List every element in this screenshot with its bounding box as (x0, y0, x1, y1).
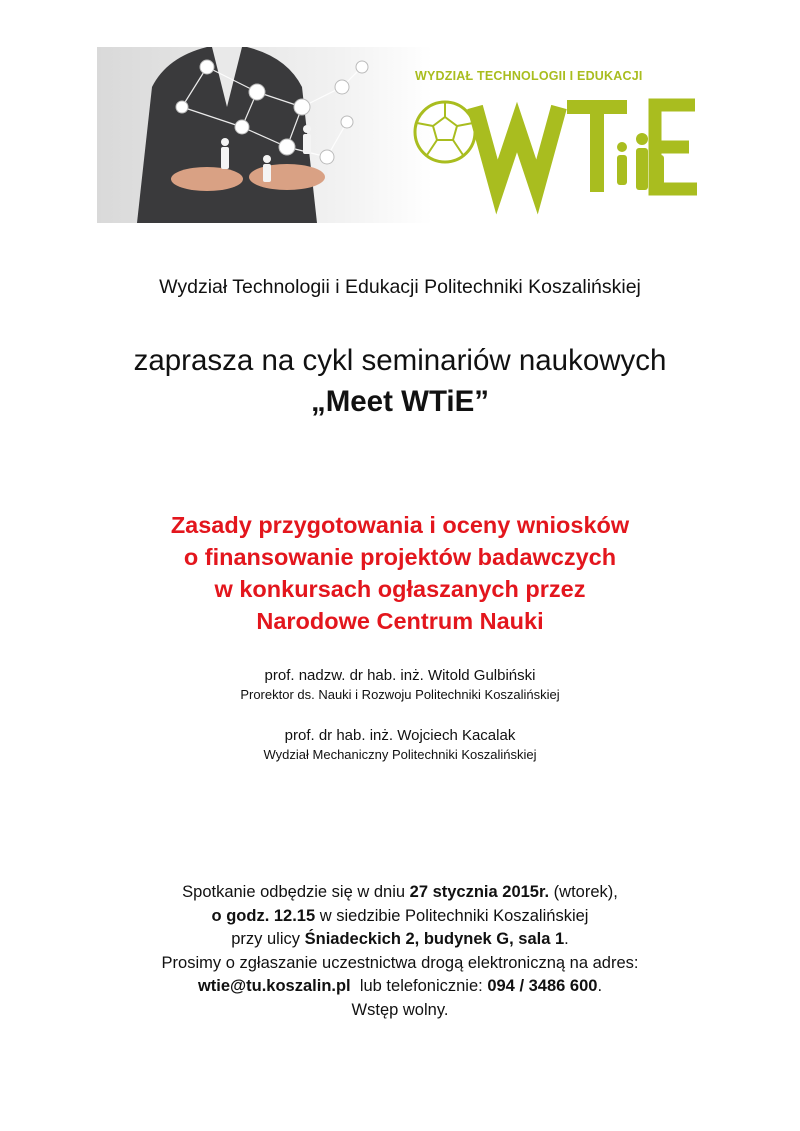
address-line (0, 928, 800, 952)
seminar-topic (0, 509, 800, 637)
date-prefix: Spotkanie odbędzie się w dniu (182, 883, 410, 901)
event-address: Śniadeckich 2, budynek G, sala 1 (304, 930, 565, 948)
date-line (0, 881, 800, 905)
event-info (0, 881, 800, 1022)
speaker-2-role: Wydział Mechaniczny Politechniki Koszalińskiej (263, 747, 537, 762)
speaker-2-name: prof. dr hab. inż. Wojciech Kacalak (284, 727, 516, 744)
series-title: „Meet WTiE” (310, 385, 490, 418)
topic-line: o finansowanie projektów badawczych (183, 544, 617, 570)
topic-line: Zasady przygotowania i oceny wniosków (170, 512, 630, 538)
free-entry: Wstęp wolny. (351, 1000, 449, 1019)
header-banner (97, 47, 707, 223)
contact-suffix: . (597, 977, 603, 995)
contact-line (0, 975, 800, 999)
address-prefix: przy ulicy (231, 930, 305, 948)
contact-email[interactable]: wtie@tu.koszalin.pl (197, 977, 351, 995)
topic-line: Narodowe Centrum Nauki (256, 608, 544, 634)
weekday: (wtorek), (549, 883, 618, 901)
registration-line: Prosimy o zgłaszanie uczestnictwa drogą elektroniczną na adres: (161, 953, 639, 972)
phone-prefix: lub telefonicznie: (350, 977, 488, 995)
logo-caption: WYDZIAŁ TECHNOLOGII I EDUKACJI (415, 69, 643, 83)
speaker-1-role: Prorektor ds. Nauki i Rozwoju Politechniki Koszalińskiej (240, 687, 560, 702)
time-line (0, 905, 800, 929)
address-suffix: . (564, 930, 569, 948)
venue: w siedzibie Politechniki Koszalińskiej (315, 906, 589, 925)
faculty-name: Wydział Technologii i Edukacji Politechniki Koszalińskiej (159, 276, 641, 298)
topic-line: w konkursach ogłaszanych przez (214, 576, 586, 602)
event-date: 27 stycznia 2015r. (409, 883, 550, 901)
event-time: o godz. 12.15 (211, 906, 316, 925)
contact-phone: 094 / 3486 600 (487, 977, 598, 995)
invite-line: zaprasza na cykl seminariów naukowych (133, 344, 667, 377)
speaker-1-name: prof. nadzw. dr hab. inż. Witold Gulbiński (264, 667, 536, 684)
